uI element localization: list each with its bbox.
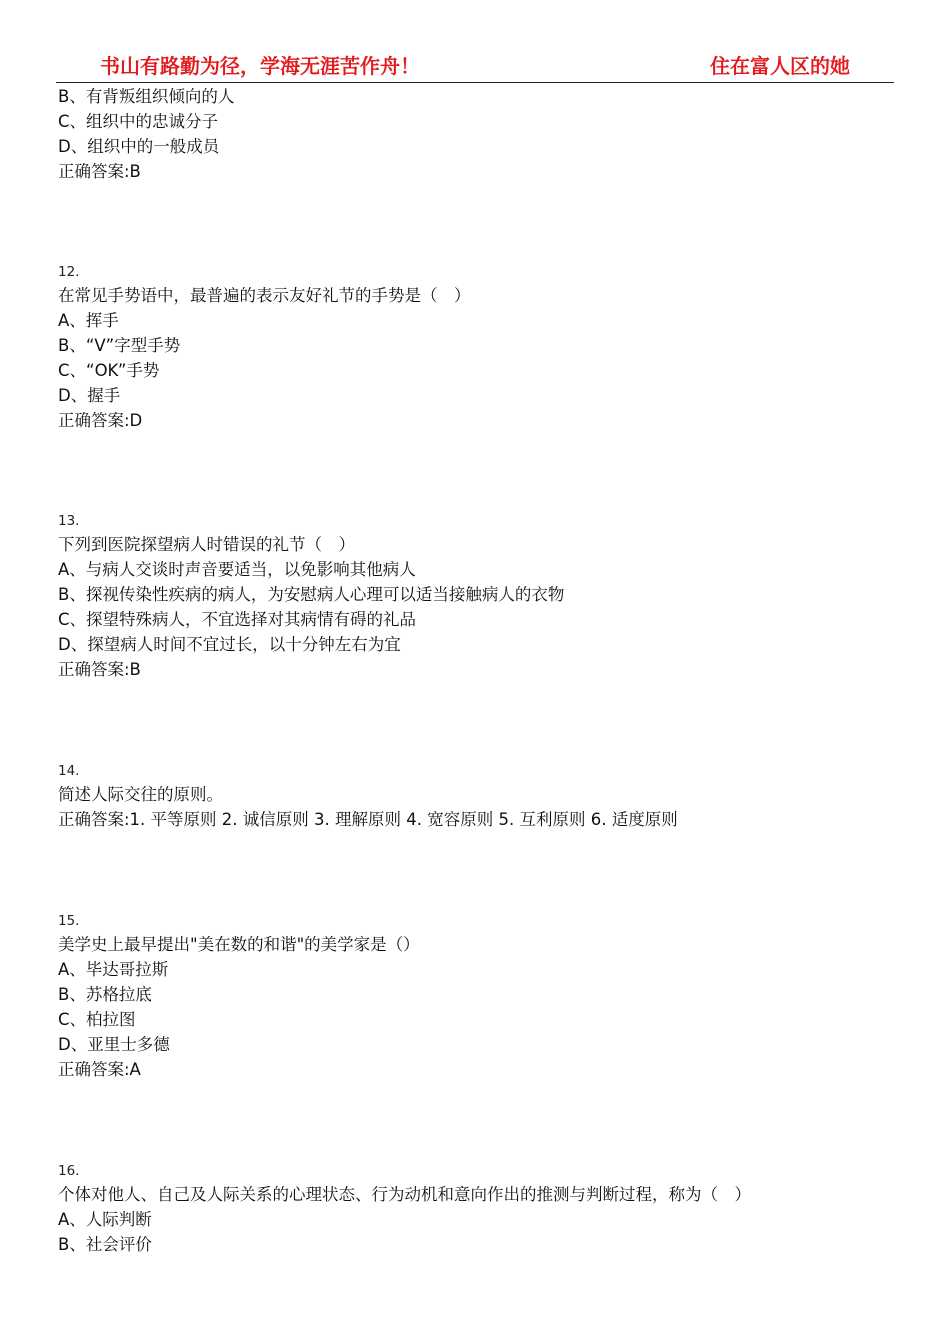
header-motto: 书山有路勤为径，学海无涯苦作舟！ xyxy=(100,54,420,78)
spacer xyxy=(58,832,918,910)
spacer xyxy=(58,682,918,760)
question-12 xyxy=(58,261,918,433)
question-number: 13. xyxy=(58,513,80,529)
spacer xyxy=(58,1082,918,1160)
option-c: C、组织中的忠诚分子 xyxy=(58,112,219,131)
option-a: A、人际判断 xyxy=(58,1210,152,1229)
question-13 xyxy=(58,510,918,682)
spacer xyxy=(58,184,918,261)
option-b: B、探视传染性疾病的病人，为安慰病人心理可以适当接触病人的衣物 xyxy=(58,585,565,604)
question-number: 15. xyxy=(58,913,80,929)
option-c: C、“OK”手势 xyxy=(58,361,160,380)
option-b: B、社会评价 xyxy=(58,1235,152,1254)
question-text: 下列到医院探望病人时错误的礼节（ ） xyxy=(58,535,355,554)
page-header xyxy=(56,44,894,83)
option-d: D、组织中的一般成员 xyxy=(58,137,220,156)
option-c: C、探望特殊病人，不宜选择对其病情有碍的礼品 xyxy=(58,610,417,629)
question-number: 12. xyxy=(58,264,80,280)
question-number: 14. xyxy=(58,763,80,779)
question-16 xyxy=(58,1160,918,1257)
question-14 xyxy=(58,760,918,832)
option-a: A、毕达哥拉斯 xyxy=(58,960,169,979)
option-b: B、苏格拉底 xyxy=(58,985,152,1004)
option-d: D、探望病人时间不宜过长，以十分钟左右为宜 xyxy=(58,635,401,654)
answer-line: 正确答案:B xyxy=(58,660,141,679)
answer-line: 正确答案:D xyxy=(58,411,143,430)
question-text: 简述人际交往的原则。 xyxy=(58,785,223,804)
option-d: D、亚里士多德 xyxy=(58,1035,170,1054)
option-d: D、握手 xyxy=(58,386,121,405)
answer-line: 正确答案:B xyxy=(58,162,141,181)
question-text: 个体对他人、自己及人际关系的心理状态、行为动机和意向作出的推测与判断过程，称为（ ） xyxy=(58,1185,751,1204)
question-15 xyxy=(58,910,918,1082)
question-fragment xyxy=(58,84,918,184)
question-number: 16. xyxy=(58,1163,80,1179)
option-c: C、柏拉图 xyxy=(58,1010,136,1029)
header-author: 住在富人区的她 xyxy=(710,54,850,78)
option-b: B、“V”字型手势 xyxy=(58,336,181,355)
answer-line: 正确答案:1. 平等原则 2. 诚信原则 3. 理解原则 4. 宽容原则 5. 互利原则 6. 适度原则 xyxy=(58,810,678,829)
option-a: A、挥手 xyxy=(58,311,119,330)
option-a: A、与病人交谈时声音要适当，以免影响其他病人 xyxy=(58,560,416,579)
question-list xyxy=(58,84,918,1257)
answer-line: 正确答案:A xyxy=(58,1060,141,1079)
question-text: 美学史上最早提出"美在数的和谐"的美学家是（） xyxy=(58,935,420,954)
option-b: B、有背叛组织倾向的人 xyxy=(58,87,235,106)
question-text: 在常见手势语中，最普遍的表示友好礼节的手势是（ ） xyxy=(58,286,471,305)
spacer xyxy=(58,433,918,510)
